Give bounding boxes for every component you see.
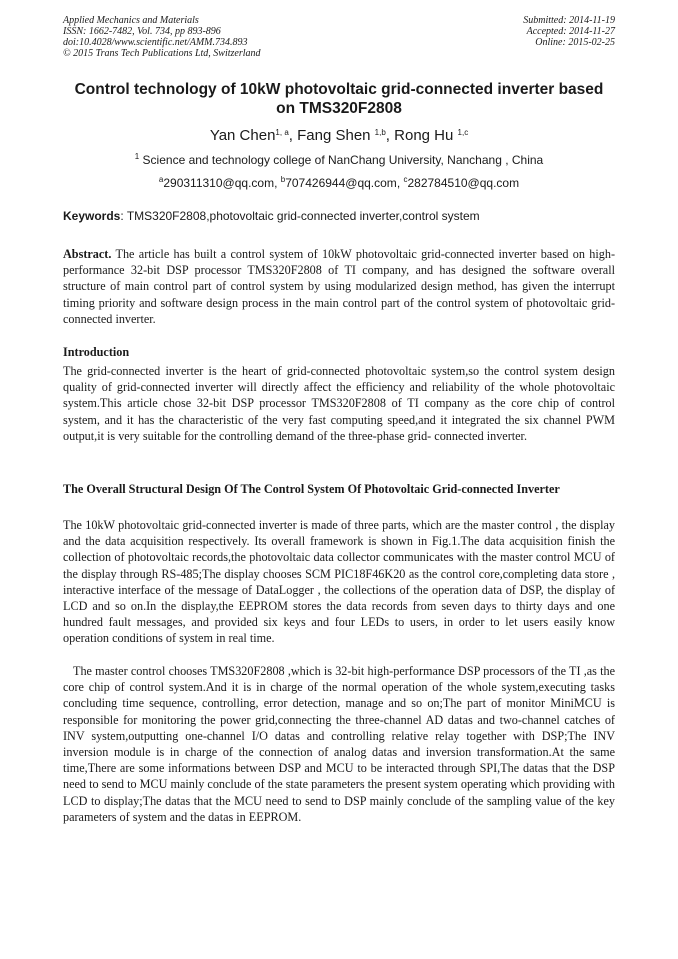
keywords-label: Keywords bbox=[63, 209, 121, 223]
journal-info bbox=[63, 15, 261, 59]
abstract-text: The article has built a control system of 10kW photovoltaic grid-connected inverter based on high-performance 32-bit DSP processor TMS320F2808 of TI company, and has designed the software overall structure of main control part of control system by using modularized design method, has given the interrupt timing priority and software design process in the main control part of the control system of photovoltaic grid-connected inverter. bbox=[63, 247, 616, 326]
abstract-label: Abstract. bbox=[63, 247, 112, 261]
email-link[interactable]: 282784510@qq.com bbox=[407, 176, 520, 190]
email-mark: b bbox=[280, 175, 286, 184]
keywords: Keywords: TMS320F2808,photovoltaic grid-connected inverter,control system bbox=[63, 209, 480, 223]
author-name: Yan Chen bbox=[209, 127, 276, 144]
paragraph: The master control chooses TMS320F2808 ,which is 32-bit high-performance DSP processors of the TI ,as the core chip of control system.And it is in charge of the normal operation of the whole system,executing tasks concluding time sequence, controlling, error detection, manage and so on;The part of monitor MiniMCU is responsible for monitoring the power grid,connecting the three-channel AD datas and two-channel catches of INV system,outputting one-channel I/O datas and controlling relative relay together with DSP;The INV inversion module is in charge of the connection of analog datas and inversion transformation.At the same time,There are some informations between DSP and MCU to be interacted through SPI,The datas that the DSP need to send to MCU mainly conclude of the state parameters the present system operating which providing with LCD to display;The datas that the MCU need to send to DSP mainly conclude of the sampling value of the key parameters of system and the datas in EEPROM. bbox=[63, 664, 615, 824]
author-name: Rong Hu bbox=[394, 127, 454, 144]
paragraph: The 10kW photovoltaic grid-connected inverter is made of three parts, which are the master control , the display and the data acquisition respectively. Its overall framework is shown in Fig.1.The data acquisition finish the collection of photovoltaic records,the photovoltaic data collector communicates with the master control MCU of the display through RS-485;The display chooses SCM PIC18F46K20 as the control core,completing data store , interactive interface of the message of DataLogger , the collections of the operation data of DSP, the display of LCD and so on.In the display,the EEPROM stores the data records from seven days to thirty days and one hundred fault messages, and provided six keys and four LEDs to users, in order to let users easily know operation conditions of system in real time. bbox=[63, 518, 615, 646]
email-mark: a bbox=[158, 175, 164, 184]
keywords-text: TMS320F2808,photovoltaic grid-connected inverter,control system bbox=[126, 209, 480, 223]
online-date: Online: 2015-02-25 bbox=[535, 37, 615, 48]
affiliation-text: Science and technology college of NanChang University, Nanchang , China bbox=[142, 153, 544, 167]
author-affiliation-mark: 1,c bbox=[457, 128, 469, 137]
submitted-date: Submitted: 2014-11-19 bbox=[523, 15, 615, 26]
affiliation-mark: 1 bbox=[134, 152, 140, 161]
author-emails: $^a$290311310@qq.com, $^b$707426944@qq.com, $^c$282784510@qq.com bbox=[158, 175, 520, 190]
author-affiliation-mark: 1, a bbox=[275, 128, 289, 137]
journal-copyright: © 2015 Trans Tech Publications Ltd, Switzerland bbox=[63, 48, 261, 59]
abstract bbox=[63, 246, 615, 327]
email-link[interactable]: 707426944@qq.com bbox=[285, 176, 397, 190]
section-heading: Introduction bbox=[63, 345, 130, 359]
email-mark: c bbox=[403, 175, 408, 184]
section-heading: The Overall Structural Design Of The Control System Of Photovoltaic Grid-connected Inverter bbox=[63, 482, 560, 496]
author-name: Fang Shen bbox=[297, 127, 371, 144]
author-affiliation-mark: 1,b bbox=[374, 128, 386, 137]
affiliation bbox=[63, 153, 615, 167]
email-link[interactable]: 290311310@qq.com bbox=[163, 176, 275, 190]
publication-dates bbox=[523, 15, 615, 48]
journal-doi: doi:10.4028/www.scientific.net/AMM.734.893 bbox=[63, 37, 248, 48]
author-list: Yan Chen$^{1, a}$, Fang Shen $^{1,b}$, Rong Hu $^{1,c}$ bbox=[209, 127, 469, 144]
journal-name: Applied Mechanics and Materials bbox=[63, 15, 199, 26]
accepted-date: Accepted: 2014-11-27 bbox=[526, 26, 615, 37]
journal-issn: ISSN: 1662-7482, Vol. 734, pp 893-896 bbox=[63, 26, 221, 37]
paper-title: Control technology of 10kW photovoltaic grid-connected inverter based on TMS320F2808 bbox=[74, 81, 604, 117]
paragraph: The grid-connected inverter is the heart of grid-connected photovoltaic system,so the control system design quality of grid-connected inverter will directly affect the efficiency and reliability of the whole photovoltaic system.This article chose 32-bit DSP processor TMS320F2808 of TI company as the core chip of control system, and it has the characteristic of the very fast computing speed,and it integrated the six channel PWM output,it is very suitable for the controlling demand of the three-phase grid- connected inverter. bbox=[63, 364, 615, 443]
